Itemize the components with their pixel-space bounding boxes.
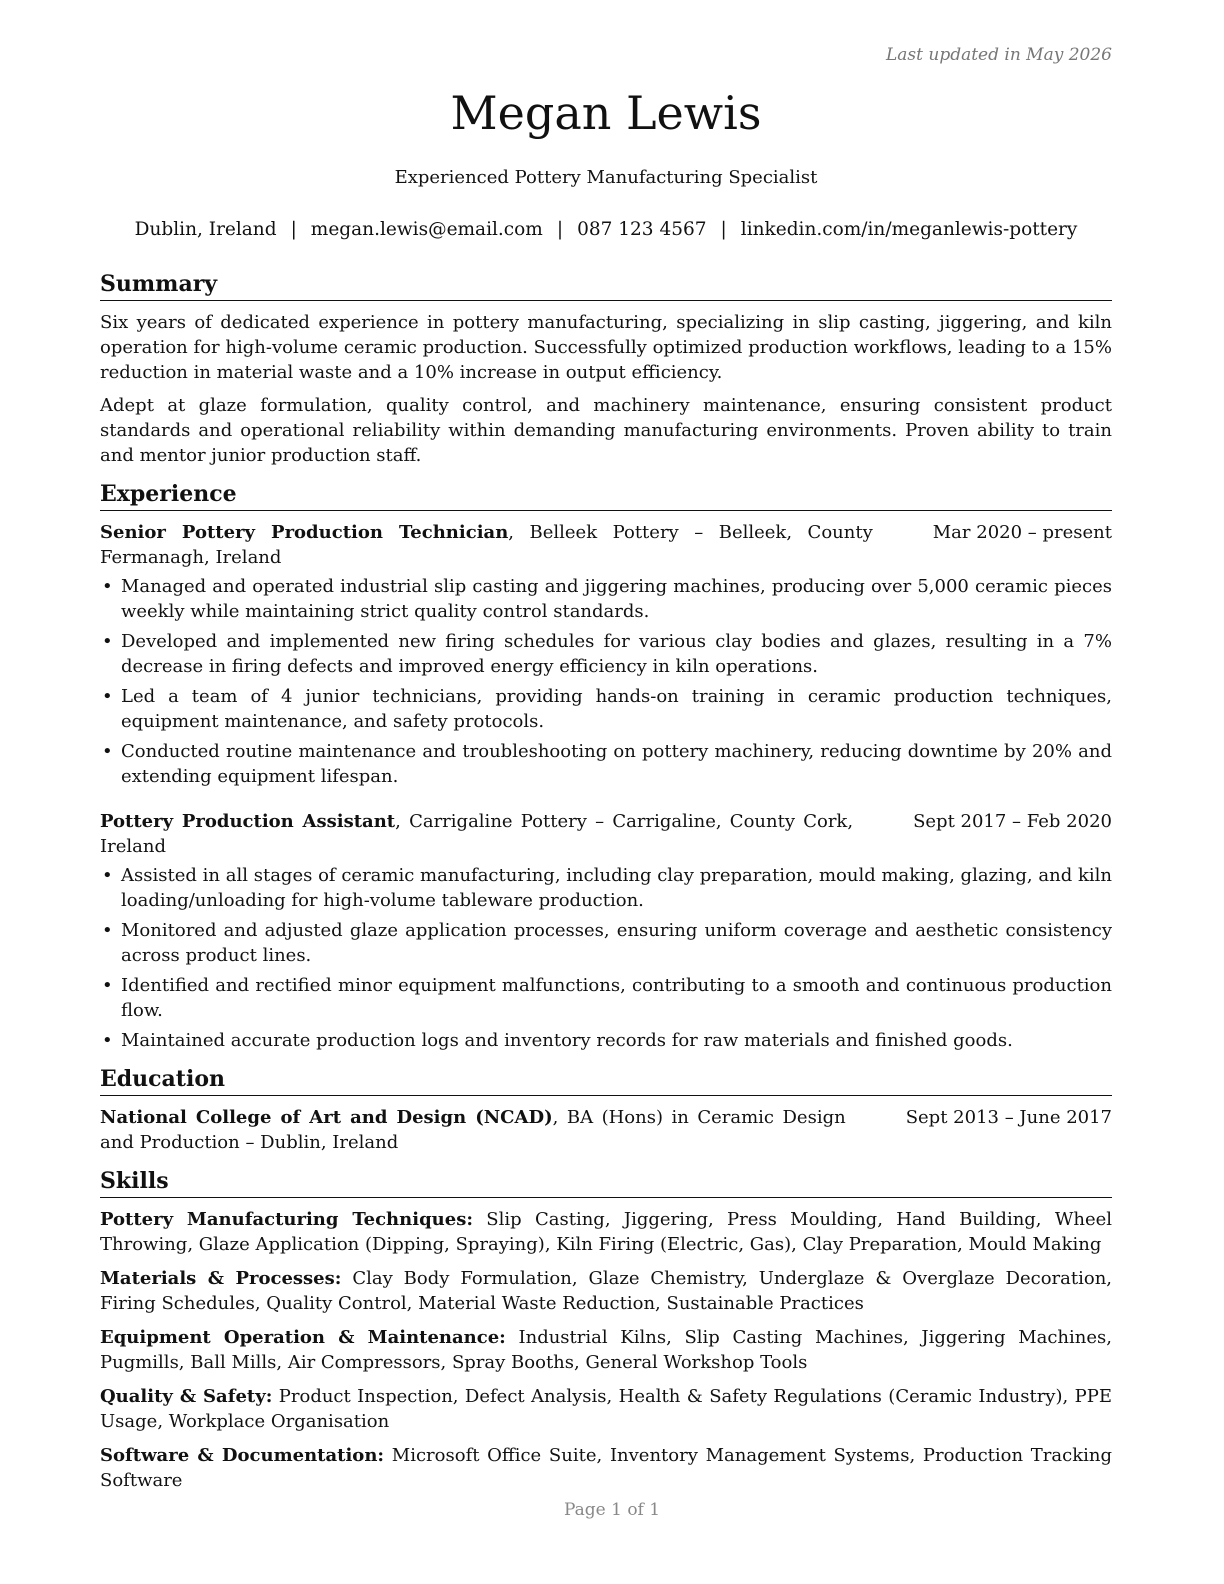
job-title-line — [100, 520, 933, 570]
job-bullets — [100, 574, 1112, 789]
bullet-item: • Assisted in all stages of ceramic manufacturing, including clay preparation, mould making, glazing, and kiln loading/unloading for high-volume tableware production. — [100, 863, 1112, 913]
job-dates: Sept 2017 – Feb 2020 — [913, 811, 1112, 832]
headline: Experienced Pottery Manufacturing Specialist — [394, 167, 818, 188]
skill-group — [100, 1207, 1112, 1257]
skill-group-label: Software & Documentation: — [100, 1445, 385, 1466]
contact-linkedin[interactable]: linkedin.com/in/meganlewis-pottery — [740, 219, 1078, 240]
section-title-experience: Experience — [100, 480, 1112, 511]
skill-group-items: Product Inspection, Defect Analysis, Health & Safety Regulations (Ceramic Industry), PPE Usage, Workplace Organisation — [100, 1386, 1112, 1432]
job-organization: , Carrigaline Pottery – Carrigaline, County Cork, Ireland — [100, 811, 854, 857]
skill-group-label: Quality & Safety: — [100, 1386, 273, 1407]
bullet-item: • Maintained accurate production logs and inventory records for raw materials and finished goods. — [100, 1028, 1112, 1053]
summary-paragraph: Adept at glaze formulation, quality control, and machinery maintenance, ensuring consistent product standards and operational reliability within demanding manufacturing environments. Proven ability to train and mentor junior production staff. — [100, 395, 1112, 466]
education-section — [100, 1065, 1112, 1155]
bullet-item: • Monitored and adjusted glaze application processes, ensuring uniform coverage and aesthetic consistency across product lines. — [100, 918, 1112, 968]
job-role: Senior Pottery Production Technician — [100, 522, 509, 543]
section-title-education: Education — [100, 1065, 1112, 1096]
job-title-line — [100, 809, 913, 859]
contact-separator: | — [556, 219, 564, 240]
last-updated-note: Last updated in May 2026 — [885, 45, 1112, 65]
bullet-item: • Led a team of 4 junior technicians, providing hands-on training in ceramic production techniques, equipment maintenance, and safety protocols. — [100, 684, 1112, 734]
skill-group-items: Microsoft Office Suite, Inventory Management Systems, Production Tracking Software — [100, 1445, 1113, 1491]
education-entry — [100, 1105, 1112, 1155]
skill-group-label: Equipment Operation & Maintenance: — [100, 1327, 506, 1348]
job-entry — [100, 809, 1112, 1053]
summary-paragraph: Six years of dedicated experience in pottery manufacturing, specializing in slip casting, jiggering, and kiln operation for high-volume ceramic production. Successfully optimized production workflows, leading to a 15% reduction in material waste and a 10% increase in output efficiency. — [100, 312, 1112, 383]
skill-group-items: Industrial Kilns, Slip Casting Machines, Jiggering Machines, Pugmills, Ball Mills, Air Compressors, Spray Booths, General Workshop Tools — [100, 1327, 1112, 1373]
bullet-item: • Developed and implemented new firing schedules for various clay bodies and glazes, resulting in a 7% decrease in firing defects and improved energy efficiency in kiln operations. — [100, 629, 1112, 679]
page-number: Page 1 of 1 — [563, 1500, 661, 1520]
job-header — [100, 809, 1112, 859]
section-title-summary: Summary — [100, 270, 1112, 301]
education-detail: , BA (Hons) in Ceramic Design and Production – Dublin, Ireland — [100, 1107, 846, 1153]
education-title-line — [100, 1105, 906, 1155]
contact-separator: | — [290, 219, 297, 240]
contact-location: Dublin, Ireland — [134, 219, 277, 240]
bullet-item: • Identified and rectified minor equipment malfunctions, contributing to a smooth and continuous production flow. — [100, 973, 1112, 1023]
candidate-name: Megan Lewis — [450, 86, 762, 140]
skill-group-label: Pottery Manufacturing Techniques: — [100, 1209, 473, 1230]
job-bullets — [100, 863, 1112, 1053]
job-organization: , Belleek Pottery – Belleek, County Fermanagh, Ireland — [100, 522, 873, 568]
summary-section — [100, 270, 1112, 468]
skills-section — [100, 1167, 1112, 1493]
skill-group — [100, 1443, 1112, 1493]
skill-group-label: Materials & Processes: — [100, 1268, 342, 1289]
skill-group-items: Clay Body Formulation, Glaze Chemistry, Underglaze & Overglaze Decoration, Firing Schedules, Quality Control, Material Waste Reduction, Sustainable Practices — [100, 1268, 1113, 1314]
bullet-item: • Managed and operated industrial slip casting and jiggering machines, producing over 5,000 ceramic pieces weekly while maintaining strict quality control standards. — [100, 574, 1112, 624]
experience-section — [100, 480, 1112, 1053]
contact-email[interactable]: megan.lewis@email.com — [310, 219, 543, 240]
job-entry — [100, 520, 1112, 789]
resume-content — [100, 270, 1112, 1505]
job-header — [100, 520, 1112, 570]
job-dates: Mar 2020 – present — [932, 522, 1112, 543]
section-title-skills: Skills — [100, 1167, 1112, 1198]
bullet-item: • Conducted routine maintenance and troubleshooting on pottery machinery, reducing downtime by 20% and extending equipment lifespan. — [100, 739, 1112, 789]
contact-separator: | — [720, 219, 727, 240]
contact-phone: 087 123 4567 — [577, 219, 707, 240]
skill-group — [100, 1266, 1112, 1316]
contact-line — [100, 219, 1112, 240]
skill-group-items: Slip Casting, Jiggering, Press Moulding, Hand Building, Wheel Throwing, Glaze Application (Dipping, Spraying), Kiln Firing (Electric, Gas), Clay Preparation, Mould Making — [100, 1209, 1112, 1255]
skill-group — [100, 1384, 1112, 1434]
job-role: Pottery Production Assistant — [100, 811, 396, 832]
education-school: National College of Art and Design (NCAD) — [100, 1107, 553, 1128]
skill-group — [100, 1325, 1112, 1375]
education-dates: Sept 2013 – June 2017 — [905, 1107, 1112, 1128]
